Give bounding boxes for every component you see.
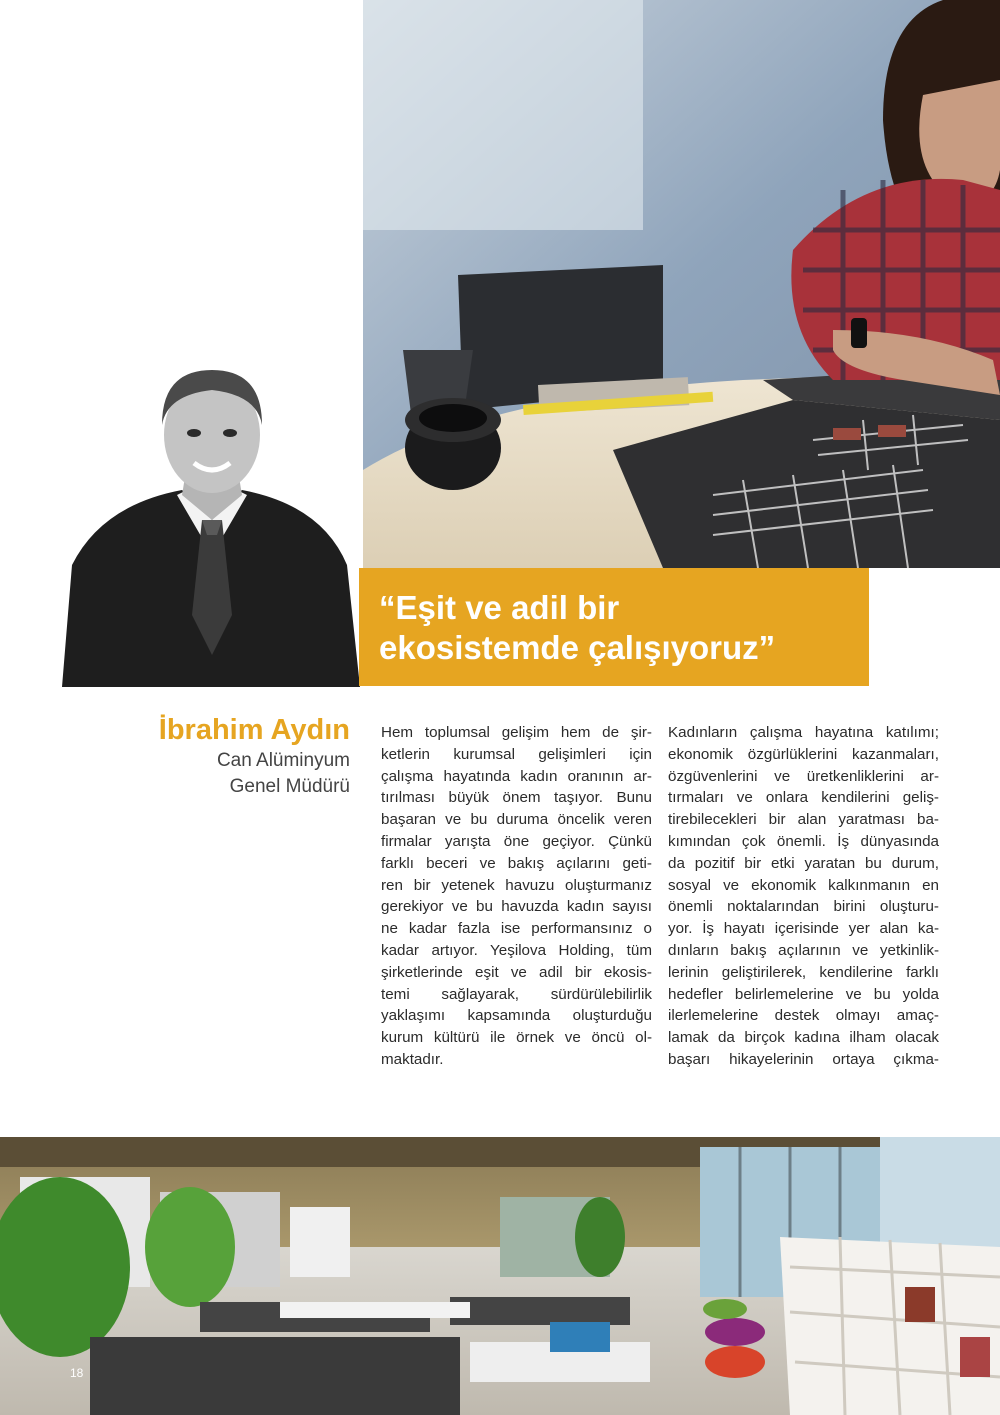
text-line: tirebilecekleri bir alan yaratması ba- bbox=[668, 811, 939, 829]
text-line: temi sağlayarak, sürdürülebilirlik bbox=[381, 985, 652, 1003]
text-line: hedefler belirlemelerine ve bu yolda bbox=[668, 985, 939, 1003]
text-line: firmalar yarışta öne geçiyor. Çünkü bbox=[381, 832, 652, 850]
text-line: gerekiyor ve bu havuzda kadın sayısı bbox=[381, 898, 652, 916]
text-line: tırılması büyük önem taşıyor. Bunu bbox=[381, 789, 652, 807]
text-line: ren bir yetenek havuzu oluşturmanız bbox=[381, 876, 652, 894]
text-line: başaran ve bu duruma öncelik veren bbox=[381, 811, 652, 829]
text-line: özgüvenlerini ve üretkenliklerini ar- bbox=[668, 767, 939, 785]
text-line: sosyal ve ekonomik kalkınmanın en bbox=[668, 876, 939, 894]
text-line: önemli noktalarından birini oluşturu- bbox=[668, 898, 939, 916]
man-portrait-photo bbox=[62, 355, 360, 687]
text-line: tırmaları ve onlara kendilerini geliş- bbox=[668, 789, 939, 807]
text-line: ketlerin kurumsal gelişimleri için bbox=[381, 745, 652, 763]
text-line: ekonomik özgürlüklerini kazanmaları, bbox=[668, 745, 939, 763]
text-line: dınların bakış açılarının ve yetkinlik- bbox=[668, 941, 939, 959]
quote-line-1: “Eşit ve adil bir bbox=[379, 589, 620, 626]
text-line: çalışma hayatında kadın oranının ar- bbox=[381, 767, 652, 785]
page-number: 18 bbox=[70, 1366, 84, 1380]
text-line: Hem toplumsal gelişim hem de şir- bbox=[381, 724, 652, 741]
quote-banner bbox=[359, 568, 869, 686]
text-line: kımından çok önemli. İş dünyasında bbox=[668, 832, 939, 850]
text-line: farklı beceri ve bakış açılarını geti- bbox=[381, 854, 652, 872]
text-line: ilerlemelerine destek olmayı amaç- bbox=[668, 1007, 939, 1025]
text-line: ne kadar fazla ise performansınız o bbox=[381, 920, 652, 938]
text-line: lamak da birçok kadına ilham olacak bbox=[668, 1029, 939, 1047]
woman-drawing-photo bbox=[363, 0, 1000, 568]
text-line: Kadınların çalışma hayatına katılımı; bbox=[668, 724, 939, 741]
article-column-2 bbox=[668, 722, 939, 1071]
text-line: yaklaşımı kapsamında oluşturduğu bbox=[381, 1007, 652, 1025]
text-line: yor. İş hayatı içerisinde yer alan ka- bbox=[668, 920, 939, 938]
text-line: başarı hikayelerinin ortaya çıkma- bbox=[668, 1050, 939, 1068]
text-line: da pozitif bir etki yaratan bu durum, bbox=[668, 854, 939, 872]
quote-line-2: ekosistemde çalışıyoruz” bbox=[379, 629, 776, 666]
author-title: Genel Müdürü bbox=[229, 776, 350, 797]
author-block bbox=[100, 712, 350, 800]
text-line: kurum kültürü ile örnek ve öncü ol- bbox=[381, 1029, 652, 1047]
author-name: İbrahim Aydın bbox=[158, 714, 350, 746]
text-line: maktadır. bbox=[381, 1050, 444, 1068]
text-line: lerinin geliştirilerek, kendilerine farklı bbox=[668, 963, 939, 981]
text-line: şirketlerinde eşit ve adil bir ekosis- bbox=[381, 963, 652, 981]
text-line: kadar artıyor. Yeşilova Holding, tüm bbox=[381, 941, 652, 959]
headline-quote bbox=[379, 588, 859, 668]
author-company: Can Alüminyum bbox=[216, 750, 350, 771]
article-column-1 bbox=[381, 722, 652, 1071]
office-lounge-photo bbox=[0, 1137, 1000, 1415]
